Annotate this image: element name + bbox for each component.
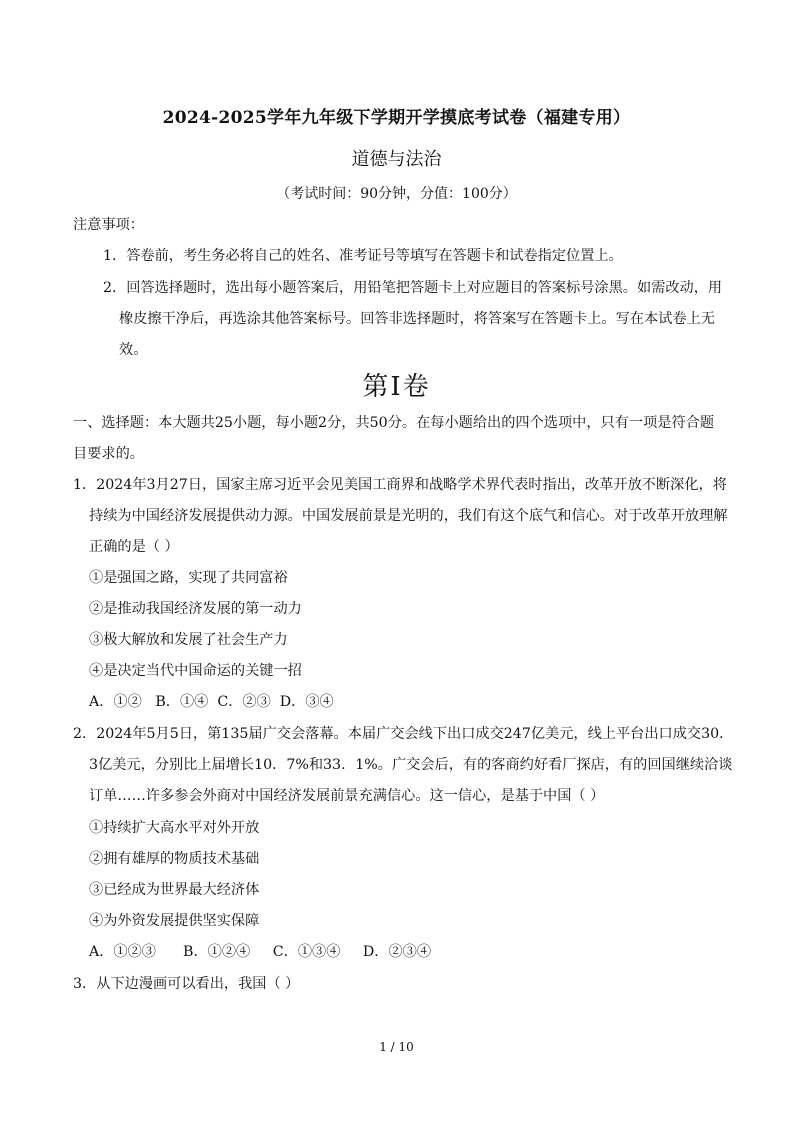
question-1-item-2: ②是推动我国经济发展的第一动力 <box>89 601 302 617</box>
question-1-item-3: ③极大解放和发展了社会生产力 <box>89 632 288 648</box>
exam-info: （考试时间：90分钟，分值：100分） <box>276 186 517 202</box>
question-1-line-3: 正确的是（ ） <box>89 539 179 555</box>
question-2-item-4: ④为外资发展提供坚实保障 <box>89 913 260 929</box>
question-1-options: A．①② B．①④ C．②③ D．③④ <box>89 694 334 710</box>
question-2-item-3: ③已经成为世界最大经济体 <box>89 882 260 898</box>
question-1-item-1: ①是强国之路，实现了共同富裕 <box>89 570 288 586</box>
section-instruction-line-1: 一、选择题：本大题共25小题，每小题2分，共50分。在每小题给出的四个选项中，只有一项是符合题 <box>73 415 715 431</box>
question-1-line-2: 持续为中国经济发展提供动力源。中国发展前景是光明的，我们有这个底气和信心。对于改革开放理解 <box>89 508 728 524</box>
notice-item-2-line-2: 橡皮擦干净后，再选涂其他答案标号。回答非选择题时，将答案写在答题卡上。写在本试卷上无 <box>119 311 715 327</box>
section-instruction-line-2: 目要求的。 <box>73 446 144 462</box>
question-1-item-4: ④是决定当代中国命运的关键一招 <box>89 663 302 679</box>
question-2-options: A．①②③ B．①②④ C．①③④ D．②③④ <box>89 944 432 960</box>
question-2-line-1: 2．2024年5月5日，第135届广交会落幕。本届广交会线下出口成交247亿美元，线上平台出口成交30． <box>73 726 734 742</box>
section-title: 第Ⅰ卷 <box>362 372 431 402</box>
question-2-line-2: 3亿美元，分别比上届增长10．7%和33．1%。广交会后，有的客商约好看厂探店，有的回国继续洽谈 <box>89 757 733 773</box>
notice-item-2-line-3: 效。 <box>119 342 148 358</box>
question-2-item-1: ①持续扩大高水平对外开放 <box>89 820 260 836</box>
notice-heading: 注意事项： <box>73 217 144 233</box>
question-1-line-1: 1．2024年3月27日，国家主席习近平会见美国工商界和战略学术界代表时指出，改革开放不断深化，将 <box>73 477 727 493</box>
notice-item-1: 1．答卷前，考生务必将自己的姓名、准考证号等填写在答题卡和试卷指定位置上。 <box>103 248 623 264</box>
question-3-line-1: 3．从下边漫画可以看出，我国（ ） <box>73 976 300 992</box>
question-2-line-3: 订单……许多参会外商对中国经济发展前景充满信心。这一信心，是基于中国（ ） <box>89 788 605 804</box>
subject-title: 道德与法治 <box>351 149 442 170</box>
exam-title: 2024-2025学年九年级下学期开学摸底考试卷（福建专用） <box>162 108 631 128</box>
question-2-item-2: ②拥有雄厚的物质技术基础 <box>89 851 260 867</box>
notice-item-2-line-1: 2．回答选择题时，选出每小题答案后，用铅笔把答题卡上对应题目的答案标号涂黑。如需改动，用 <box>103 280 723 296</box>
page-number: 1 / 10 <box>379 1040 414 1054</box>
